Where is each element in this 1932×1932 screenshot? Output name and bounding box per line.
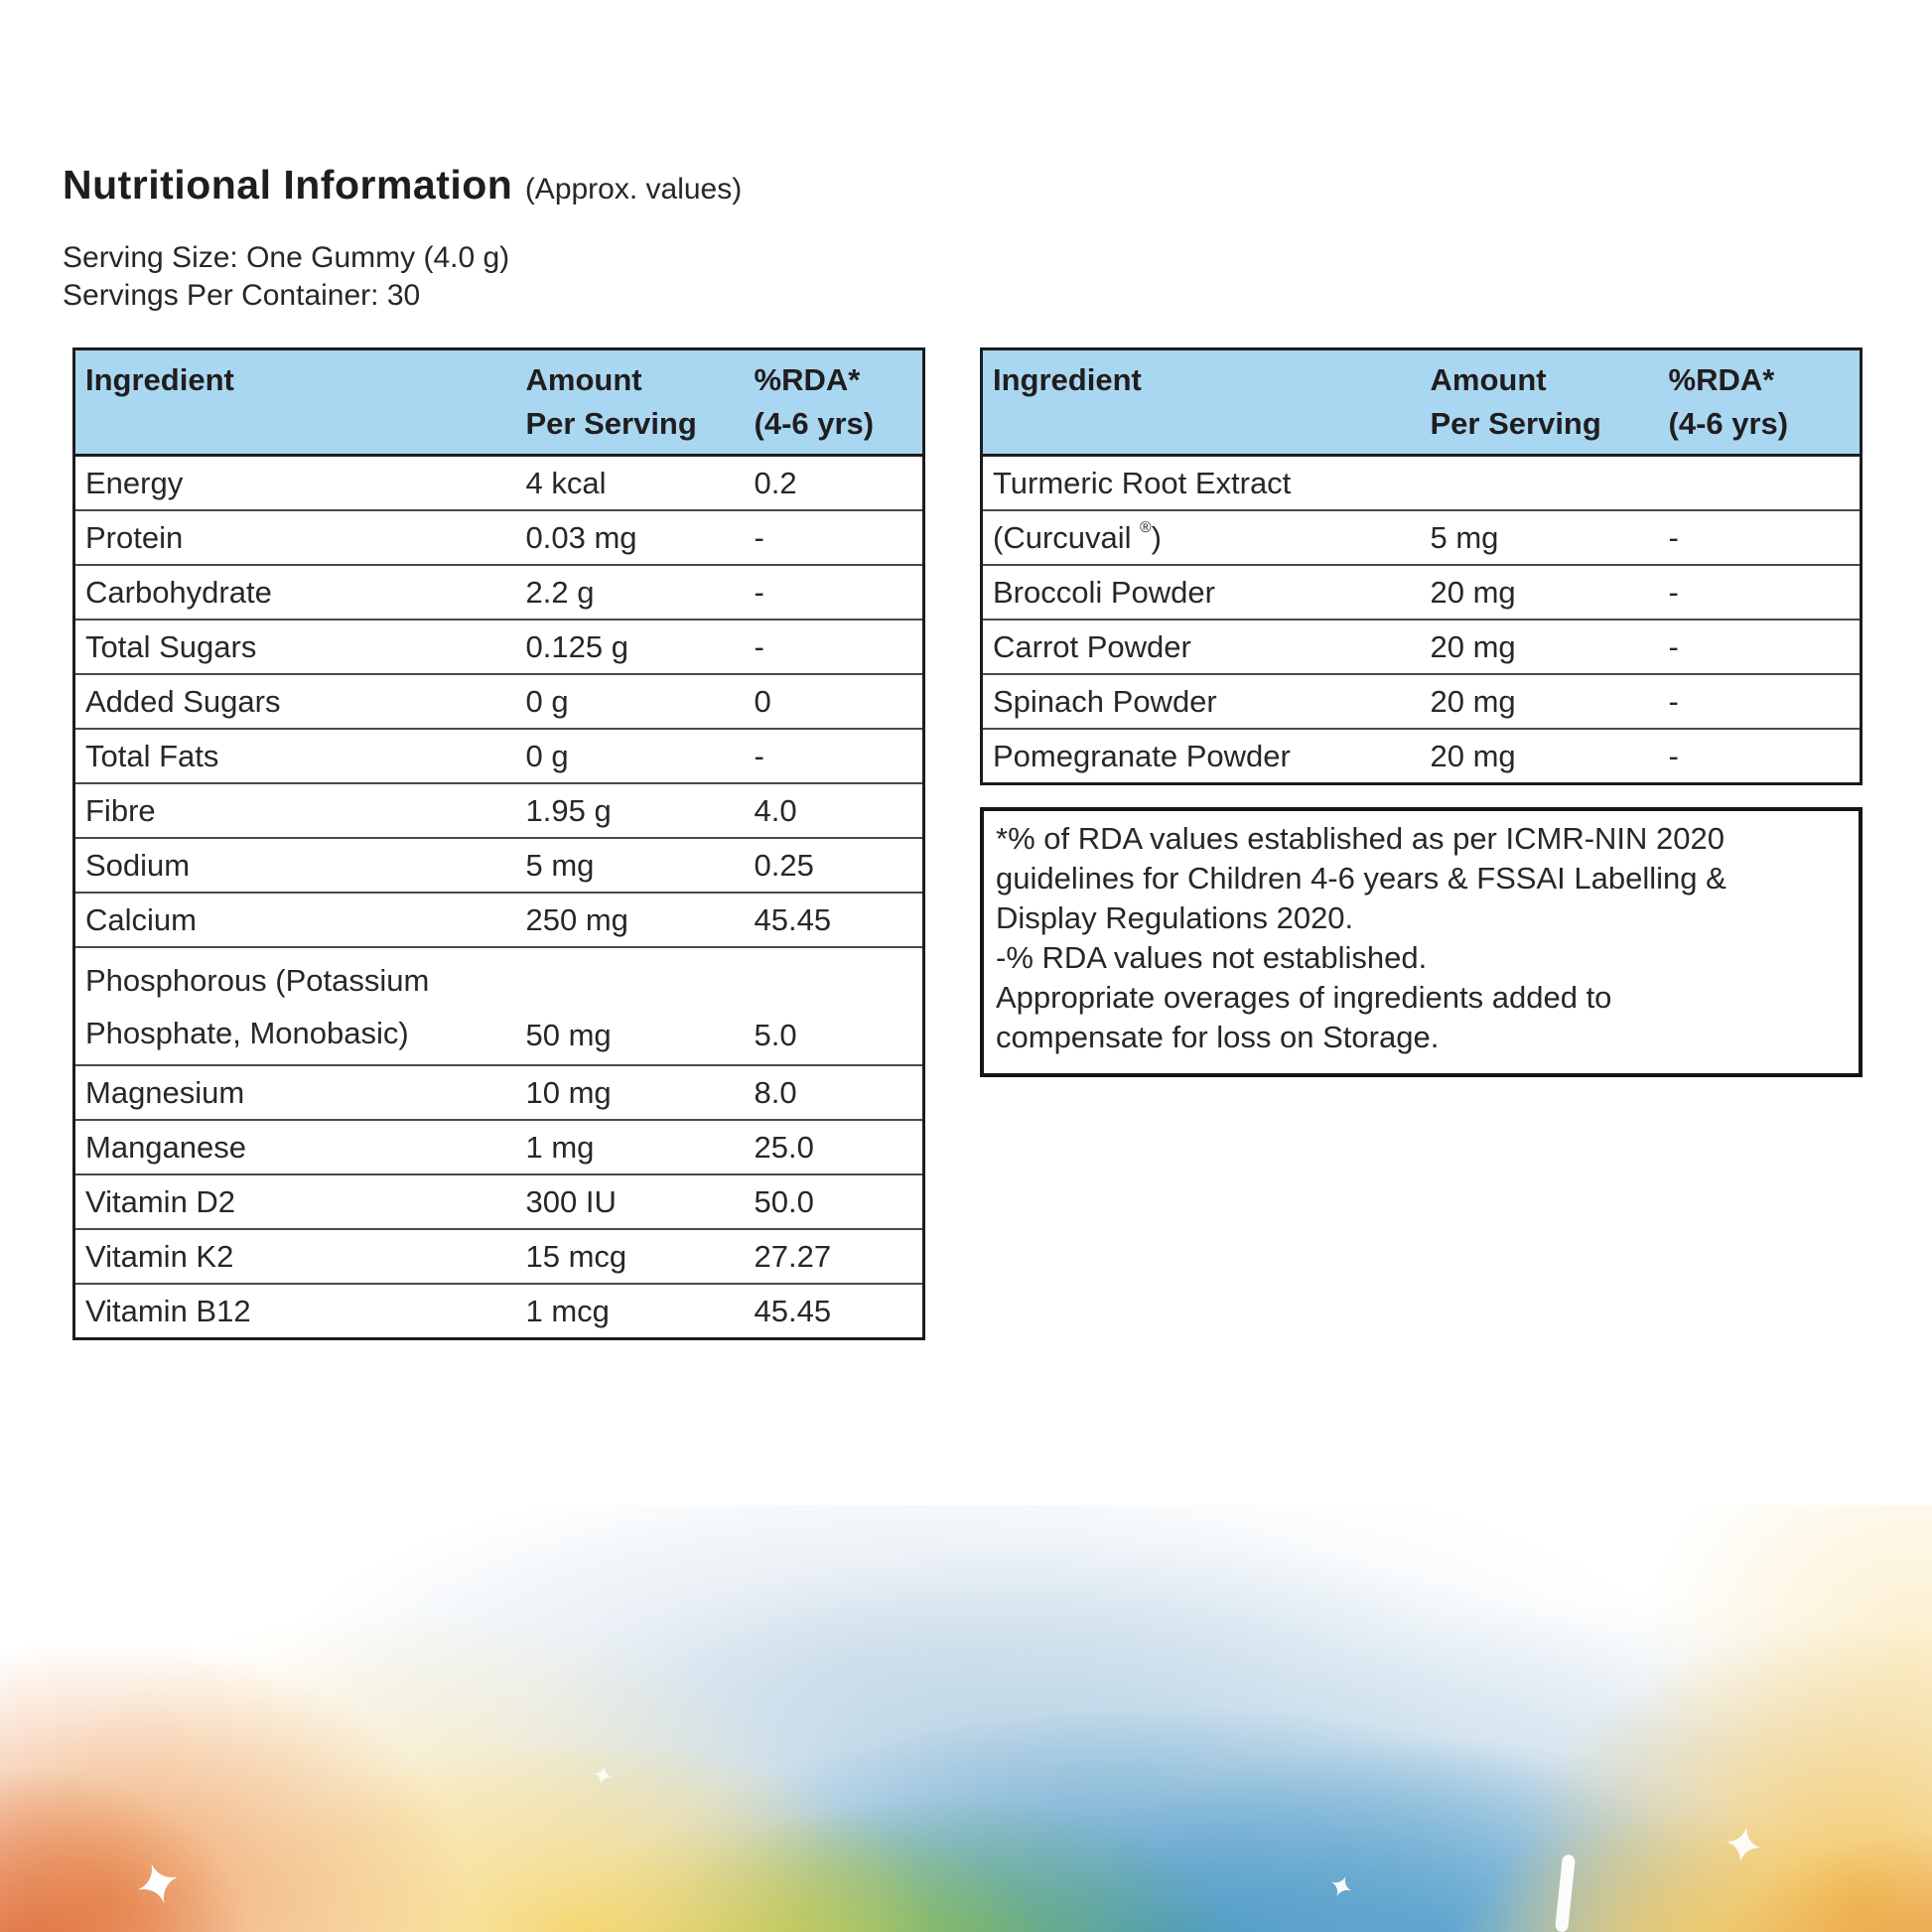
amount-cell: 0 g (526, 674, 755, 729)
ingredient-cell: Spinach Powder (982, 674, 1431, 729)
col-ingredient (982, 349, 1431, 456)
rda-cell: - (755, 565, 924, 620)
rda-cell: - (1669, 620, 1862, 674)
rda-cell: 0.25 (755, 838, 924, 893)
col-rda (1669, 349, 1862, 456)
table-header-row (74, 349, 924, 456)
rda-cell: - (755, 620, 924, 674)
ingredient-cell: Protein (74, 510, 526, 565)
ingredient-cell: Carrot Powder (982, 620, 1431, 674)
rda-cell: 25.0 (755, 1120, 924, 1174)
col-amount (526, 349, 755, 456)
page-title: Nutritional Information (63, 162, 513, 207)
header-rda-line2: (4-6 yrs) (754, 406, 875, 441)
table-header-row (982, 349, 1862, 456)
ingredient-cell: Added Sugars (74, 674, 526, 729)
ingredient-cell: Vitamin D2 (74, 1174, 526, 1229)
amount-cell: 0.03 mg (526, 510, 755, 565)
ingredient-cell: (Curcuvail ®) (982, 510, 1431, 565)
ingredient-cell: Calcium (74, 893, 526, 947)
amount-cell: 10 mg (526, 1065, 755, 1120)
table-row (74, 729, 924, 783)
table-row (74, 510, 924, 565)
sparkle-streak-icon (1555, 1855, 1576, 1932)
nutrition-table-right (980, 347, 1863, 785)
rda-cell: 45.45 (755, 1284, 924, 1339)
table-row (74, 893, 924, 947)
serving-size: Serving Size: One Gummy (4.0 g) (63, 241, 510, 274)
table-row (982, 620, 1862, 674)
table-row (74, 1120, 924, 1174)
ingredient-cell: Vitamin K2 (74, 1229, 526, 1284)
ingredient-cell: Pomegranate Powder (982, 729, 1431, 784)
amount-cell: 1 mcg (526, 1284, 755, 1339)
amount-cell: 1 mg (526, 1120, 755, 1174)
table-row (74, 456, 924, 511)
col-rda (755, 349, 924, 456)
table-row (74, 783, 924, 838)
rda-cell: - (1669, 510, 1862, 565)
serving-info (63, 239, 509, 315)
note-line: Display Regulations 2020. (996, 900, 1354, 935)
rda-cell: 0.2 (755, 456, 924, 511)
table-row (982, 510, 1862, 565)
ingredient-cell: Energy (74, 456, 526, 511)
header-ingredient-label: Ingredient (993, 362, 1142, 397)
rda-cell: - (1669, 674, 1862, 729)
ingredient-cell: Manganese (74, 1120, 526, 1174)
table-row (982, 729, 1862, 784)
table-row (74, 1284, 924, 1339)
table-row (982, 674, 1862, 729)
rda-cell: 8.0 (755, 1065, 924, 1120)
header-amount-line1: Amount (1430, 362, 1547, 397)
table-row (982, 565, 1862, 620)
ingredient-cell: Broccoli Powder (982, 565, 1431, 620)
heading (63, 162, 742, 208)
amount-cell: 50 mg (526, 947, 755, 1065)
amount-cell: 5 mg (526, 838, 755, 893)
amount-cell: 1.95 g (526, 783, 755, 838)
table-row (74, 674, 924, 729)
table-row (74, 1174, 924, 1229)
sparkle-icon (131, 1856, 185, 1912)
rda-cell: - (1669, 565, 1862, 620)
table-row (74, 1229, 924, 1284)
amount-cell: 15 mcg (526, 1229, 755, 1284)
amount-cell: 0.125 g (526, 620, 755, 674)
amount-cell: 20 mg (1431, 674, 1669, 729)
amount-cell: 20 mg (1431, 620, 1669, 674)
ingredient-cell: Phosphorous (Potassium Phosphate, Monobasic) (74, 947, 526, 1065)
ingredient-cell: Magnesium (74, 1065, 526, 1120)
ingredient-cell: Turmeric Root Extract (982, 456, 1431, 511)
rda-cell: 50.0 (755, 1174, 924, 1229)
title-suffix: (Approx. values) (524, 173, 743, 206)
table-row (982, 456, 1862, 511)
header-rda-line2: (4-6 yrs) (1668, 406, 1789, 441)
table-row (74, 1065, 924, 1120)
sparkle-icon (1326, 1871, 1356, 1902)
ingredient-cell: Fibre (74, 783, 526, 838)
rda-cell: - (1669, 729, 1862, 784)
header-ingredient-label: Ingredient (85, 362, 234, 397)
note-line: compensate for loss on Storage. (996, 1020, 1440, 1054)
header-rda-line1: %RDA* (1668, 362, 1775, 397)
ingredient-cell: Total Fats (74, 729, 526, 783)
ingredient-cell: Vitamin B12 (74, 1284, 526, 1339)
sparkle-icon (1723, 1822, 1764, 1867)
table-row (74, 838, 924, 893)
note-line: *% of RDA values established as per ICMR-NIN 2020 (996, 821, 1725, 856)
header-amount-line1: Amount (525, 362, 642, 397)
amount-cell: 20 mg (1431, 729, 1669, 784)
rda-cell: - (755, 729, 924, 783)
amount-cell: 4 kcal (526, 456, 755, 511)
sparkle-icon (592, 1763, 614, 1786)
amount-cell: 5 mg (1431, 510, 1669, 565)
amount-cell: 20 mg (1431, 565, 1669, 620)
note-line: Appropriate overages of ingredients added to (996, 980, 1612, 1015)
table-row (74, 565, 924, 620)
note-line: -% RDA values not established. (996, 940, 1428, 975)
header-amount-line2: Per Serving (1430, 406, 1601, 441)
ingredient-cell: Total Sugars (74, 620, 526, 674)
rda-cell: 45.45 (755, 893, 924, 947)
amount-cell: 2.2 g (526, 565, 755, 620)
rda-cell: 27.27 (755, 1229, 924, 1284)
rda-cell: 0 (755, 674, 924, 729)
note-line: guidelines for Children 4-6 years & FSSAI Labelling & (996, 861, 1726, 896)
amount-cell: 300 IU (526, 1174, 755, 1229)
rda-cell: 4.0 (755, 783, 924, 838)
ingredient-cell: Carbohydrate (74, 565, 526, 620)
col-ingredient (74, 349, 526, 456)
col-amount (1431, 349, 1669, 456)
rda-cell: - (755, 510, 924, 565)
amount-cell: 250 mg (526, 893, 755, 947)
table-row (74, 620, 924, 674)
amount-cell (1431, 456, 1669, 511)
ingredient-cell: Sodium (74, 838, 526, 893)
nutrition-table-left (72, 347, 925, 1340)
watercolor-footer (0, 1505, 1932, 1932)
rda-cell: 5.0 (755, 947, 924, 1065)
rda-cell (1669, 456, 1862, 511)
servings-per-container: Servings Per Container: 30 (63, 279, 421, 312)
amount-cell: 0 g (526, 729, 755, 783)
header-rda-line1: %RDA* (754, 362, 861, 397)
table-row (74, 947, 924, 1065)
header-amount-line2: Per Serving (525, 406, 697, 441)
rda-note-box (980, 807, 1863, 1077)
